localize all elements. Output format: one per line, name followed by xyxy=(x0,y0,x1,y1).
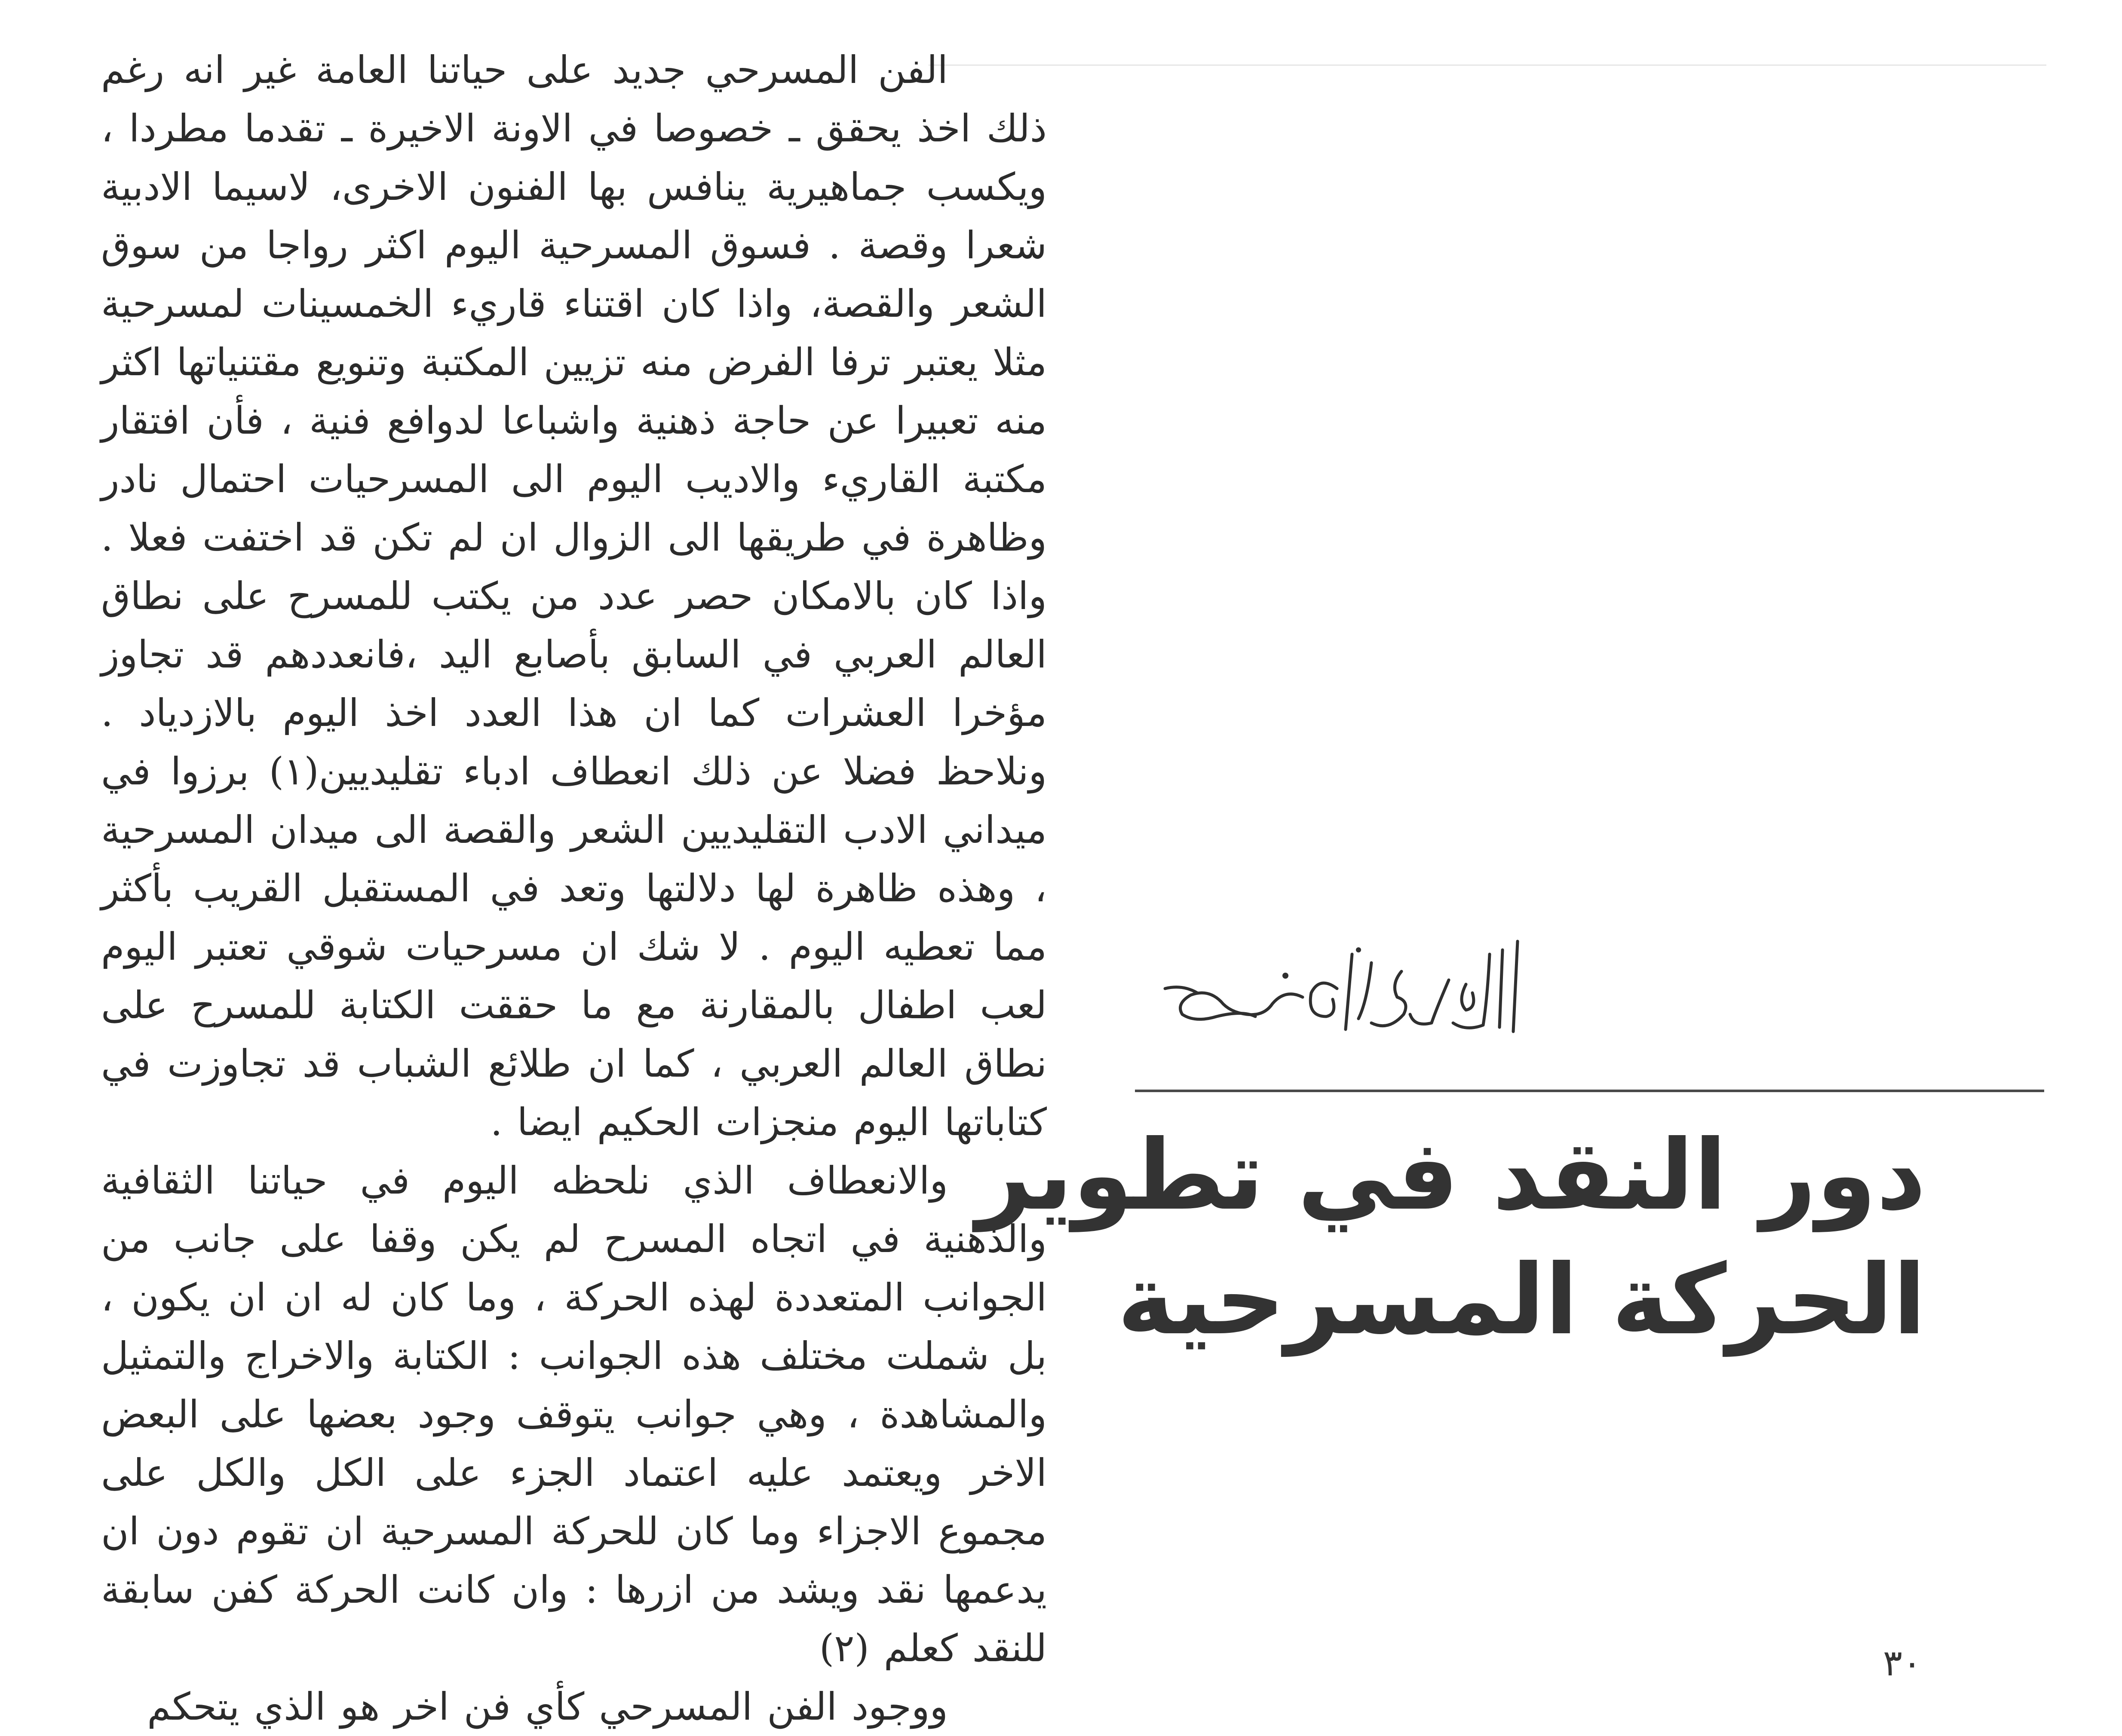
title-line-2: الحركة المسرحية xyxy=(1117,1244,1926,1356)
title-divider xyxy=(1135,1090,2044,1092)
page-number: ٣٠ xyxy=(1883,1642,1922,1684)
title-line-1: دور النقد في تطوير xyxy=(976,1119,1926,1232)
article-body xyxy=(101,41,1047,1736)
paragraph-1: الفن المسرحي جديد على حياتنا العامة غير انه رغم ذلك اخذ يحقق ـ خصوصا في الاونة الاخيرة ـ تقدما مطردا ، ويكسب جماهيرية ينافس بها الفنون الاخرى، لاسيما الادبية شعرا وقصة . فسوق المسرحية اليوم اكثر رواجا من سوق الشعر والقصة، واذا كان اقتناء قاريء الخمسينات لمسرحية مثلا يعتبر ترفا الفرض منه تزيين المكتبة وتنويع مقتنياتها اكثر منه تعبيرا عن حاجة ذهنية واشباعا لدوافع فنية ، فأن افتقار مكتبة القاريء والاديب اليوم الى المسرحيات احتمال نادر وظاهرة في طريقها الى الزوال ان لم تكن قد اختفت فعلا . واذا كان بالامكان حصر عدد من يكتب للمسرح على نطاق العالم العربي في السابق بأصابع اليد ،فانعددهم قد تجاوز مؤخرا العشرات كما ان هذا العدد اخذ اليوم بالازدياد . ونلاحظ فضلا عن ذلك انعطاف ادباء تقليديين(١) برزوا في ميداني الادب التقليديين الشعر والقصة الى ميدان المسرحية ، وهذه ظاهرة لها دلالتها وتعد في المستقبل القريب بأكثر مما تعطيه اليوم . لا شك ان مسرحيات شوقي تعتبر اليوم لعب اطفال بالمقارنة مع ما حققت الكتابة للمسرح على نطاق العالم العربي ، كما ان طلائع الشباب قد تجاوزت في كتاباتها اليوم منجزات الحكيم ايضا . xyxy=(101,48,1047,1144)
top-rule xyxy=(929,64,2046,66)
paragraph-2: والانعطاف الذي نلحظه اليوم في حياتنا الثقافية والذهنية في اتجاه المسرح لم يكن وقفا على جانب من الجوانب المتعددة لهذه الحركة ، وما كان له ان ان يكون ، بل شملت مختلف هذه الجوانب : الكتابة والاخراج والتمثيل والمشاهدة ، وهي جوانب يتوقف وجود بعضها على البعض الاخر ويعتمد عليه اعتماد الجزء على الكل والكل على مجموع الاجزاء وما كان للحركة المسرحية ان تقوم دون ان يدعمها نقد ويشد من ازرها : وان كانت الحركة كفن سابقة للنقد كعلم (٢) xyxy=(101,1158,1047,1670)
paragraph-3: ووجود الفن المسرحي كأي فن اخر هو الذي يتحكم xyxy=(147,1684,948,1729)
article-title xyxy=(976,1113,1926,1362)
